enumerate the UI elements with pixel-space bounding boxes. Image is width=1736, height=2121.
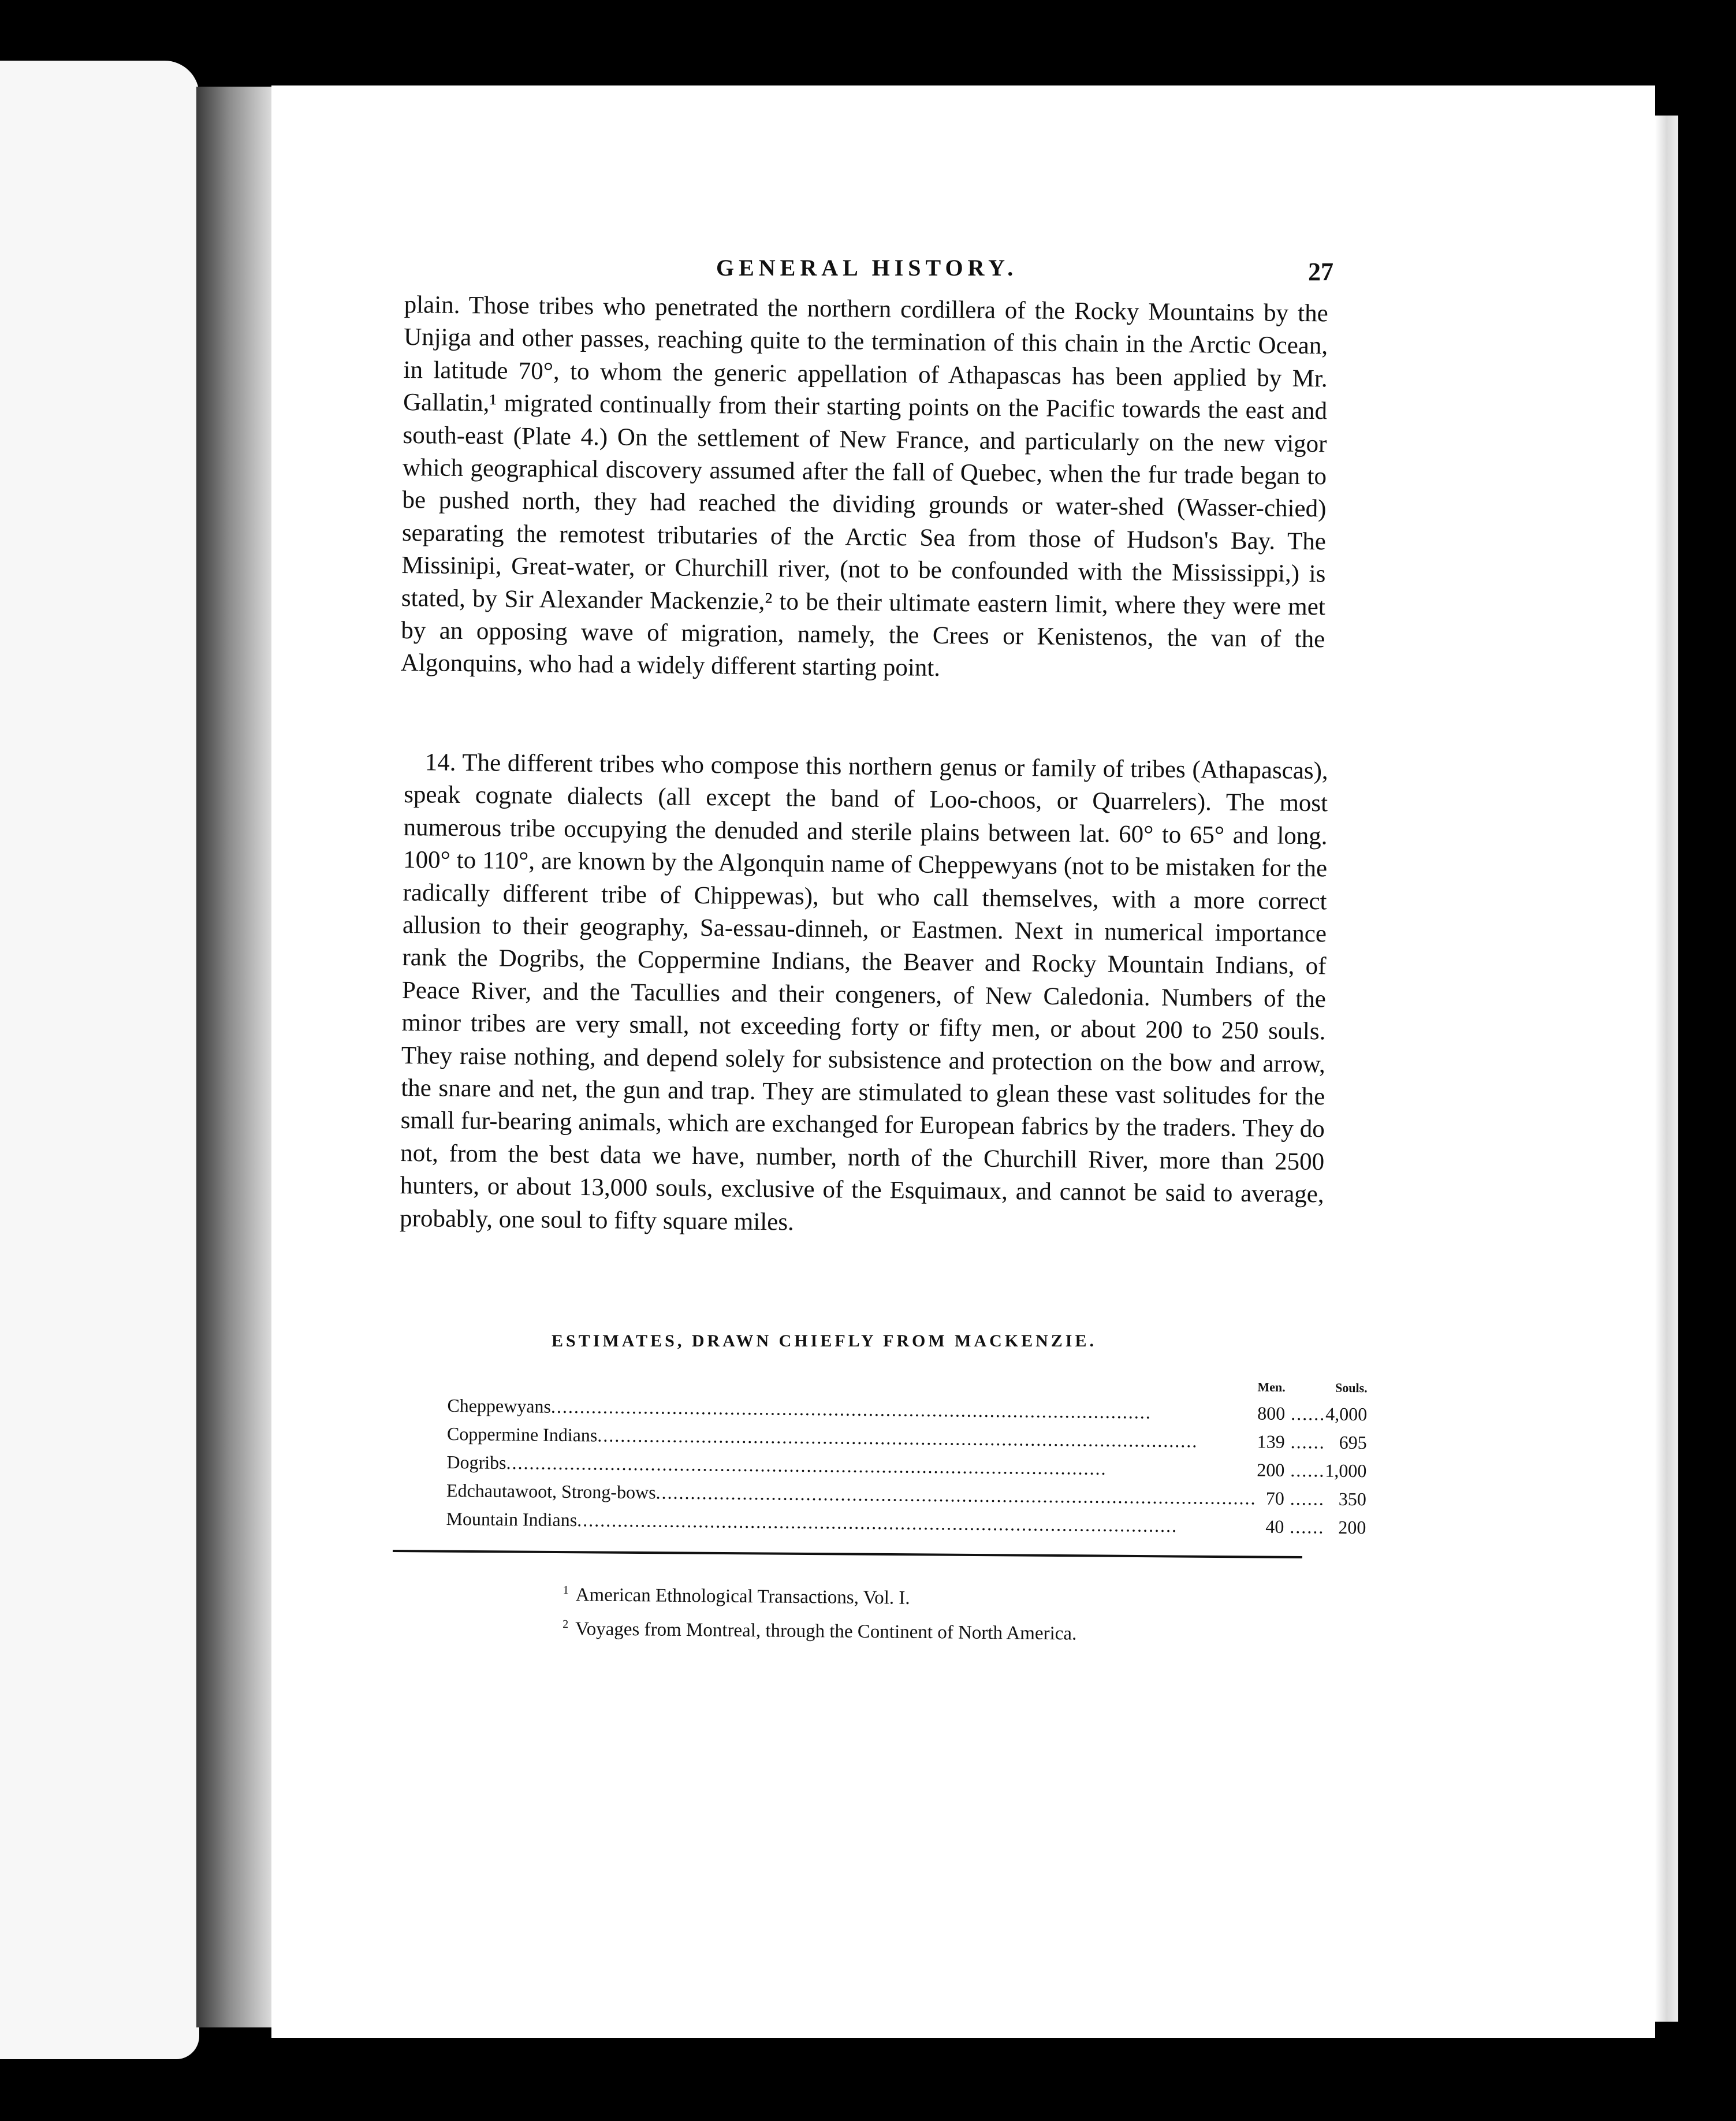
footnote-mark: 1 — [562, 1583, 569, 1597]
estimates-table — [446, 1372, 1367, 1542]
table-row: Edchautawoot, Strong-bows........................................................................................................ 70 ...... 350 — [446, 1476, 1366, 1513]
footnote-text: American Ethnological Transactions, Vol. I. — [575, 1584, 910, 1609]
tribe-name: Cheppewyans — [447, 1394, 552, 1417]
footnote-text: Voyages from Montreal, through the Continent of North America. — [575, 1618, 1077, 1644]
tribe-name: Mountain Indians — [446, 1508, 578, 1531]
souls-count: 350 — [1338, 1488, 1367, 1510]
column-header-souls: Souls. — [1335, 1380, 1368, 1396]
table-row: Coppermine Indians........................................................................................................ 139 ...... 695 — [447, 1420, 1367, 1457]
paragraph-2: 14. The different tribes who compose this northern genus or family of tribes (Athapascas), speak cognate dialects (all except the band of Loo-choos, or Quarrelers). The most numerous tribe occupying the denuded and sterile plains between lat. 60° to 65° and long. 100° to 110°, are known by the Algonquin name of Cheppewyans (not to be mistaken for the radically different tribe of Chippewas), but who call themselves, with a more correct allusion to their geography, Sa-essau-dinneh, or Eastmen. Next in numerical importance rank the Dogribs, the Coppermine Indians, the Beaver and Rocky Mountain Indians, of Peace River, and the Tacullies and their congeners, of New Caledonia. Numbers of the minor tribes are very small, not exceeding forty or fifty men, or about 200 to 250 souls. They raise nothing, and depend solely for subsistence and protection on the bow and arrow, the snare and net, the gun and trap. They are stimulated to glean these vast solitudes for the small fur-bearing animals, which are exchanged for European fabrics by the traders. They do not, from the best data we have, number, north of the Churchill River, more than 2500 hunters, or about 13,000 souls, exclusive of the Esquimaux, and cannot be said to average, probably, one soul to fifty square miles. — [399, 749, 1328, 1236]
tribe-name: Coppermine Indians — [446, 1423, 598, 1446]
men-count: 139 — [1257, 1431, 1285, 1452]
souls-count: 4,000 — [1325, 1403, 1368, 1425]
table-row: Cheppewyans........................................................................................................ 800 ...... 4,000 — [447, 1391, 1367, 1428]
souls-count: 695 — [1339, 1431, 1367, 1453]
footnotes — [562, 1576, 1077, 1649]
men-count: 40 — [1265, 1516, 1284, 1537]
souls-count: 1,000 — [1325, 1460, 1367, 1482]
table-row: Mountain Indians........................................................................................................ 40 ...... 200 — [446, 1505, 1366, 1542]
men-count: 800 — [1257, 1402, 1286, 1424]
tribe-name: Dogribs — [446, 1451, 506, 1473]
facing-page-edge — [0, 61, 199, 2059]
running-head: GENERAL HISTORY. — [716, 255, 1018, 281]
men-count: 200 — [1257, 1459, 1285, 1480]
tribe-name: Edchautawoot, Strong-bows — [446, 1479, 656, 1503]
footnote-mark: 2 — [562, 1617, 569, 1631]
footnote-2 — [562, 1610, 1077, 1649]
table-heading: ESTIMATES, DRAWN CHIEFLY FROM MACKENZIE. — [552, 1331, 1097, 1350]
page-number: 27 — [1308, 258, 1333, 286]
gutter-shadow — [196, 87, 277, 2027]
souls-count: 200 — [1338, 1516, 1366, 1538]
table-row: Dogribs........................................................................................................ 200 ...... 1,000 — [446, 1448, 1366, 1485]
page-fore-edge — [1655, 116, 1678, 2022]
column-header-men: Men. — [1257, 1379, 1286, 1394]
paragraph-1: plain. Those tribes who penetrated the northern cordillera of the Rocky Mountains by the Unjiga and other passes, reaching quite to the termination of this chain in the Arctic Ocean, in latitude 70°, to whom the generic appellation of Athapascas has been applied by Mr. Gallatin,¹ migrated continually from their starting points on the Pacific towards the east and south-east (Plate 4.) On the settlement of New France, and particularly on the new vigor which geographical discovery assumed after the fall of Quebec, when the fur trade began to be pushed north, they had reached the dividing grounds or water-shed (Wasser-chied) separating the remotest tributaries of the Arctic Sea from those of Hudson's Bay. The Missinipi, Great-water, or Churchill river, (not to be confounded with the Mississippi,) is stated, by Sir Alexander Mackenzie,² to be their ultimate eastern limit, where they were met by an opposing wave of migration, namely, the Crees or Kenistenos, the van of the Algonquins, who had a widely different starting point. — [400, 291, 1328, 682]
men-count: 70 — [1265, 1487, 1285, 1509]
footnote-1 — [562, 1576, 1077, 1615]
